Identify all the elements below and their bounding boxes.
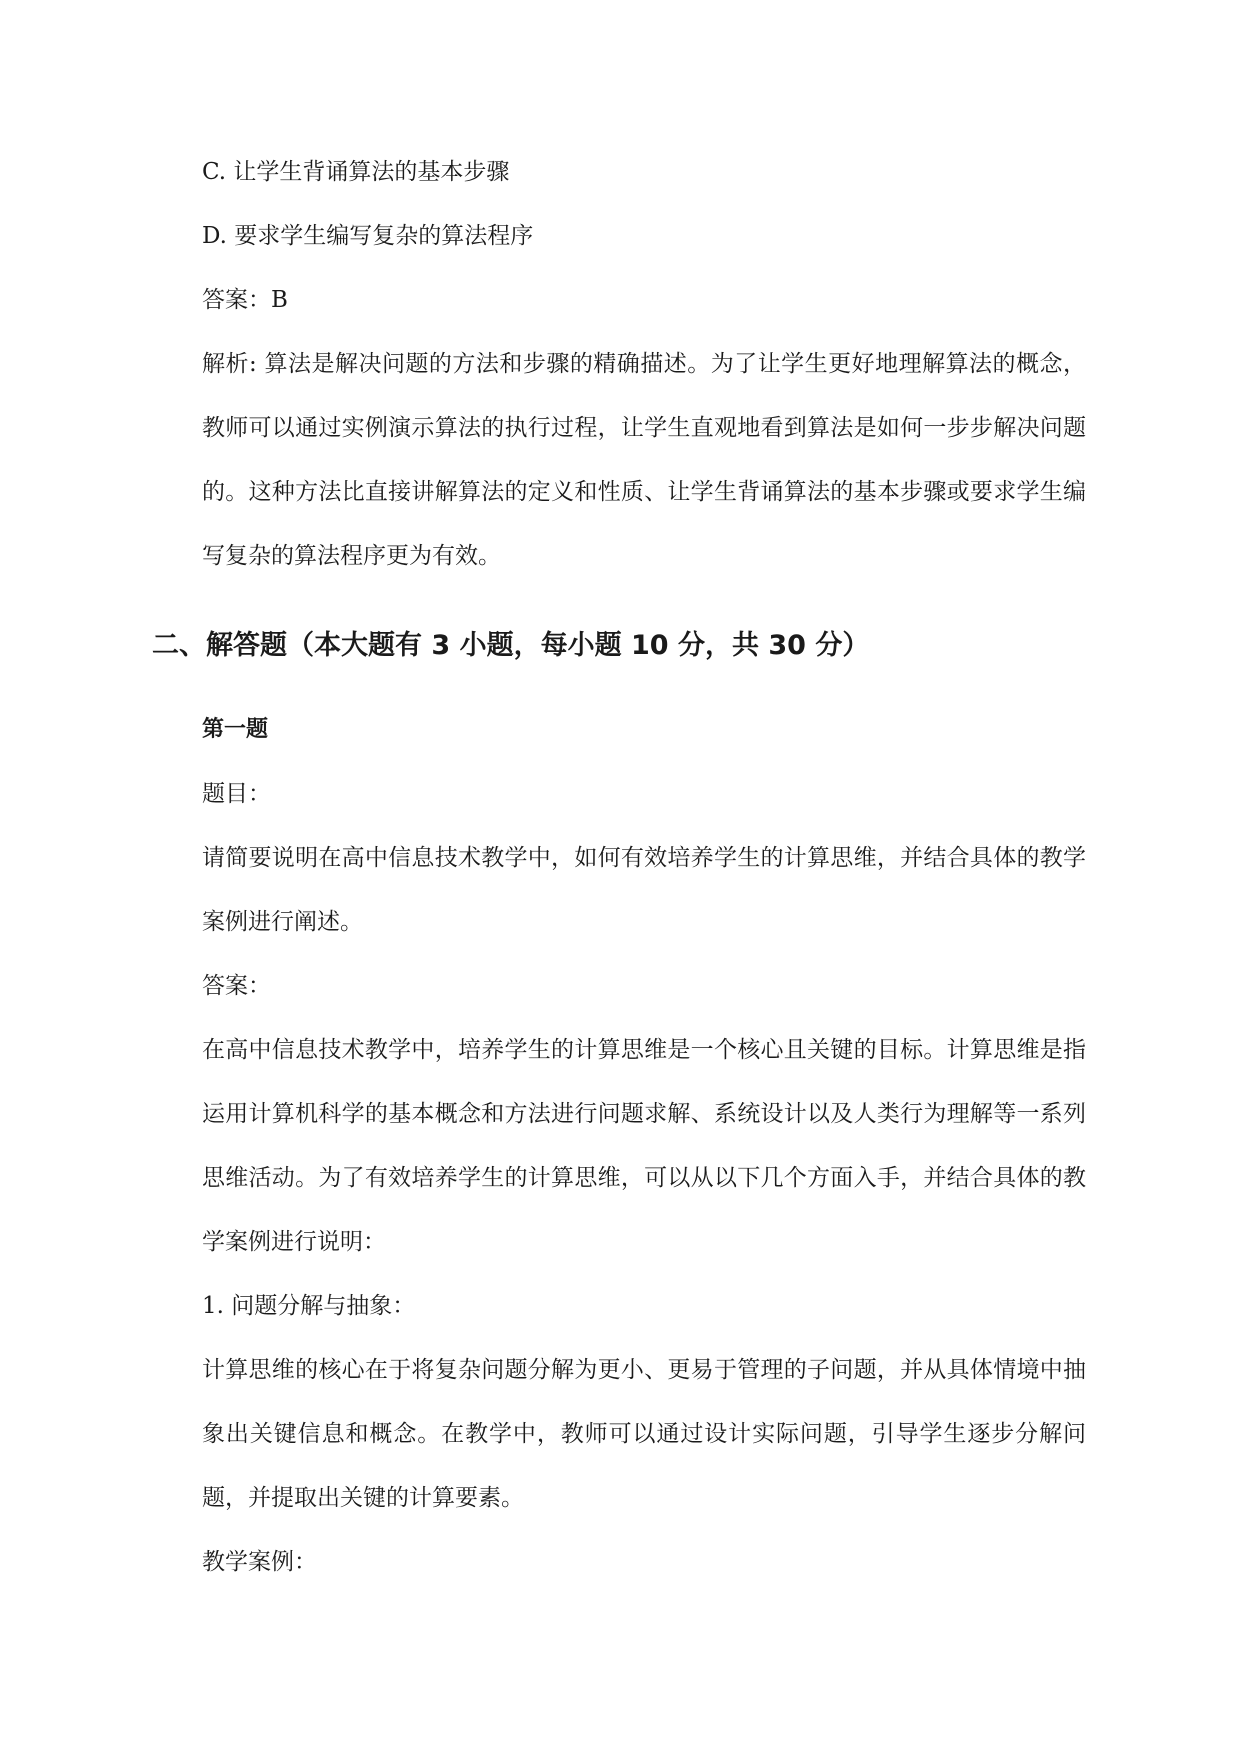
case-label: 教学案例： — [202, 1549, 317, 1575]
answer-intro: 在高中信息技术教学中，培养学生的计算思维是一个核心且关键的目标。计算思维是指运用计算机科学的基本概念和方法进行问题求解、系统设计以及人类行为理解等一系列思维活动。为了有效培养学生的计算思维，可以从以下几个方面入手，并结合具体的教学案例进行说明： — [202, 1037, 1086, 1255]
point-title: 1. 问题分解与抽象： — [202, 1293, 416, 1319]
question-one — [202, 698, 1086, 1594]
option-d: D. 要求学生编写复杂的算法程序 — [202, 223, 534, 249]
question-title: 第一题 — [202, 717, 269, 742]
answer-line: 答案：B — [202, 287, 288, 313]
answer-label: 答案： — [202, 973, 271, 999]
prompt-label: 题目： — [202, 781, 271, 807]
analysis-paragraph: 解析: 算法是解决问题的方法和步骤的精确描述。为了让学生更好地理解算法的概念，教师可以通过实例演示算法的执行过程，让学生直观地看到算法是如何一步步解决问题的。这种方法比直接讲解算法的定义和性质、让学生背诵算法的基本步骤或要求学生编写复杂的算法程序更为有效。 — [202, 351, 1086, 569]
question-continuation — [202, 140, 1086, 588]
prompt-text: 请简要说明在高中信息技术教学中，如何有效培养学生的计算思维，并结合具体的教学案例进行阐述。 — [202, 845, 1086, 935]
point-text: 计算思维的核心在于将复杂问题分解为更小、更易于管理的子问题，并从具体情境中抽象出关键信息和概念。在教学中，教师可以通过设计实际问题，引导学生逐步分解问题，并提取出关键的计算要素。 — [202, 1357, 1086, 1511]
option-c: C. 让学生背诵算法的基本步骤 — [202, 159, 510, 185]
section-heading: 二、解答题（本大题有 3 小题，每小题 10 分，共 30 分） — [152, 630, 870, 661]
